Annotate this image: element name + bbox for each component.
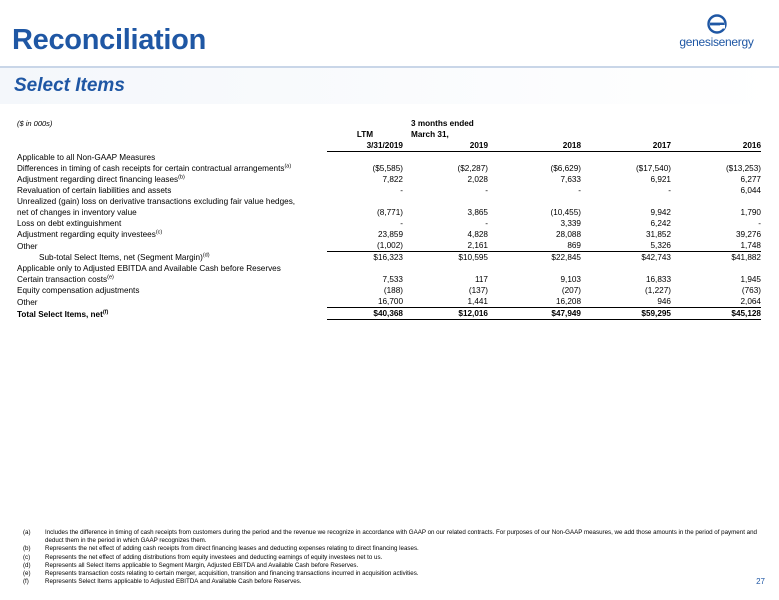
footnote-e: (e) Represents transaction costs relating to certain merger, acquisition, transition and financing transactions incurred in acquisition activities. bbox=[23, 570, 419, 578]
footnote-c: (c) Represents the net effect of adding distributions from equity investees and deducting earnings of equity investees net to us. bbox=[23, 553, 383, 561]
reconciliation-table bbox=[17, 118, 761, 320]
table-row: Certain transaction costs$^{(e)}$ 7,533 117 9,103 16,833 1,945 bbox=[17, 274, 761, 284]
footnote-d: (d) Represents all Select Items applicable to Segment Margin, Adjusted EBITDA and Available Cash before Reserves. bbox=[23, 561, 359, 569]
col-header-q-2019: 2019 bbox=[403, 140, 488, 152]
section-header-all-measures: Applicable to all Non-GAAP Measures bbox=[17, 153, 156, 162]
page-number: 27 bbox=[756, 577, 765, 586]
genesis-energy-logo bbox=[664, 14, 769, 49]
col-header-ltm: 3/31/2019 bbox=[327, 140, 403, 152]
table-row: Adjustment regarding direct financing leases$^{(b)}$ 7,822 2,028 7,633 6,921 6,277 bbox=[17, 174, 761, 184]
header-rule bbox=[0, 66, 779, 68]
table-row-label-continued: Unrealized (gain) loss on derivative transactions excluding fair value hedges, bbox=[17, 197, 296, 206]
total-row: Total Select Items, net$^{(f)}$ $40,368 $12,016 $47,949 $59,295 $45,128 bbox=[17, 308, 761, 319]
footnotes bbox=[23, 529, 761, 586]
table-row: Equity compensation adjustments (188) (137) (207) (1,227) (763) bbox=[17, 286, 761, 295]
units-note: ($ in 000s) bbox=[17, 119, 53, 128]
header-row-2 bbox=[17, 129, 761, 140]
table-row: Adjustment regarding equity investees$^{(c)}$ 23,859 4,828 28,088 31,852 39,276 bbox=[17, 229, 761, 239]
group-header-line1: 3 months ended bbox=[411, 119, 474, 128]
footnote-a: (a) Includes the difference in timing of cash receipts from customers during the period and the revenue we recognize in accordance with GAAP on our related contracts. For purposes of our Non-GAAP measures, we add those amounts in the period of payment and deduct them in the period in which GAAP recognizes them. bbox=[23, 529, 757, 545]
section-header-ebitda: Applicable only to Adjusted EBITDA and Available Cash before Reserves bbox=[17, 264, 281, 273]
page-title: Reconciliation bbox=[12, 24, 206, 56]
header-row-1 bbox=[17, 118, 761, 129]
footnote-b: (b) Represents the net effect of adding cash receipts from direct financing leases and deducting expenses relating to direct financing leases. bbox=[23, 545, 419, 553]
header-row-dates bbox=[17, 140, 761, 152]
table-row: Loss on debt extinguishment - - 3,339 6,242 - bbox=[17, 219, 761, 228]
logo-wordmark: genesisenergy bbox=[679, 35, 754, 49]
ltm-header: LTM bbox=[356, 130, 374, 139]
genesis-logo-icon bbox=[707, 14, 727, 34]
col-header-2016: 2016 bbox=[671, 140, 761, 152]
table-row: Other 16,700 1,441 16,208 946 2,064 bbox=[17, 297, 761, 307]
group-header-line2: March 31, bbox=[411, 130, 449, 139]
col-header-2017: 2017 bbox=[581, 140, 671, 152]
page-subtitle: Select Items bbox=[14, 75, 125, 96]
table-row: Revaluation of certain liabilities and assets - - - - 6,044 bbox=[17, 186, 761, 195]
col-header-2018: 2018 bbox=[488, 140, 581, 152]
table-row: Differences in timing of cash receipts for certain contractual arrangements$^{(a)}$ ($5,585) ($2,287) ($6,629) ($17,540) ($13,253) bbox=[17, 163, 761, 173]
footnote-f: (f) Represents Select Items applicable to Adjusted EBITDA and Available Cash before Reserves. bbox=[23, 578, 302, 586]
table-row: Other (1,002) 2,161 869 5,326 1,748 bbox=[17, 241, 761, 251]
subtotal-row: Sub-total Select Items, net (Segment Margin)$^{(d)}$ $16,323 $10,595 $22,845 $42,743 $41,882 bbox=[39, 252, 761, 262]
table-row: net of changes in inventory value (8,771) 3,865 (10,455) 9,942 1,790 bbox=[17, 208, 761, 217]
